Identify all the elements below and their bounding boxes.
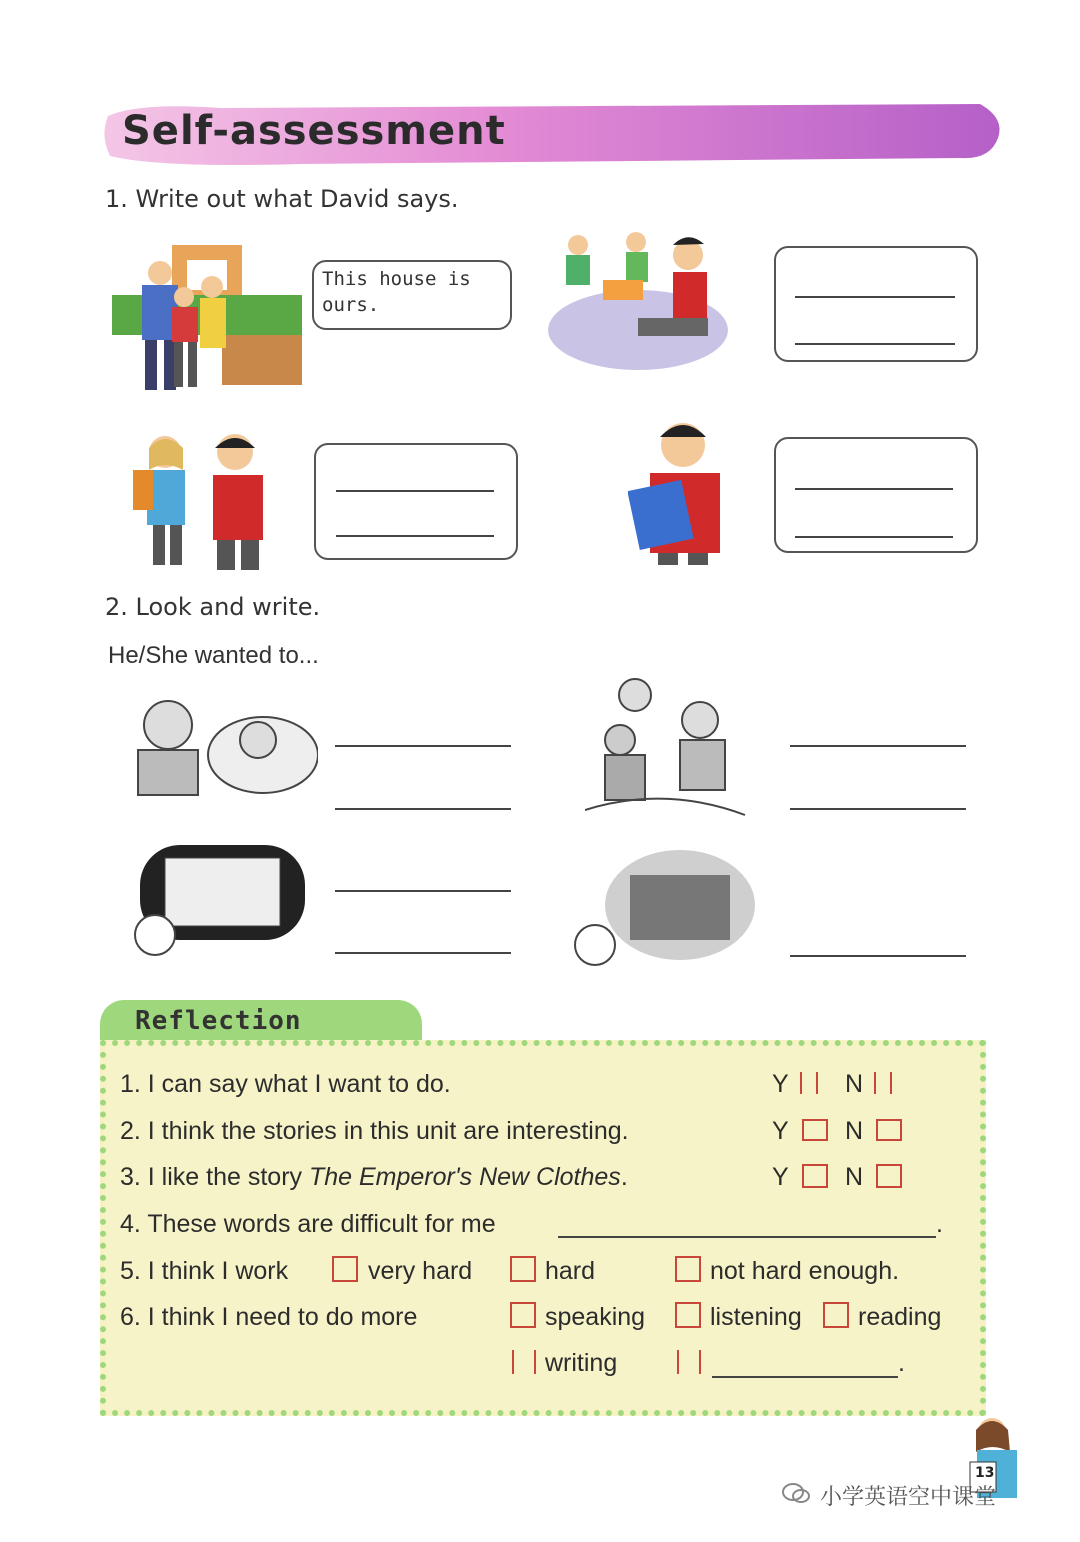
yes-checkbox[interactable] — [802, 1119, 828, 1141]
girl-watching-tv-sketch — [125, 840, 315, 965]
option-hard: hard — [545, 1257, 596, 1285]
yes-label: Y — [772, 1117, 789, 1145]
no-label: N — [845, 1117, 864, 1145]
reflection-item-3: 3. I like the story The Emperor's New Clothes. — [120, 1163, 628, 1191]
question-2-heading: 2. Look and write. — [105, 593, 321, 621]
wechat-icon — [782, 1482, 810, 1504]
listening-checkbox[interactable] — [675, 1302, 701, 1328]
reading-checkbox[interactable] — [823, 1302, 849, 1328]
no-label: N — [845, 1070, 864, 1098]
reflection-item-2: 2. I think the stories in this unit are interesting. — [120, 1117, 629, 1145]
answer-line[interactable] — [335, 890, 511, 892]
other-checkbox[interactable] — [677, 1350, 701, 1374]
page-number: 13 — [975, 1465, 995, 1481]
family-house-illustration — [112, 235, 302, 400]
no-checkbox[interactable] — [876, 1164, 902, 1188]
answer-line[interactable] — [336, 535, 494, 537]
option-listening: listening — [710, 1303, 802, 1331]
speaking-checkbox[interactable] — [510, 1302, 536, 1328]
answer-line[interactable] — [790, 808, 966, 810]
answer-line[interactable] — [335, 745, 511, 747]
yes-checkbox[interactable] — [802, 1164, 828, 1188]
question-1-heading: 1. Write out what David says. — [105, 185, 459, 213]
no-label: N — [845, 1163, 864, 1191]
answer-line[interactable] — [795, 488, 953, 490]
girl-and-boy-illustration — [125, 430, 285, 570]
speech-bubble-1-line1: This house is — [322, 268, 471, 290]
answer-line[interactable] — [336, 490, 494, 492]
item-4-end: . — [936, 1210, 943, 1238]
watermark-text: 小学英语空中课堂 — [820, 1485, 997, 1510]
girl-sleeping-sketch — [118, 695, 318, 805]
reflection-item-4: 4. These words are difficult for me — [120, 1210, 496, 1238]
answer-line[interactable] — [795, 296, 955, 298]
boy-reading-book-illustration — [628, 415, 738, 565]
answer-line[interactable] — [558, 1236, 936, 1238]
option-not-hard-enough: not hard enough. — [710, 1257, 900, 1285]
not-hard-enough-checkbox[interactable] — [675, 1256, 701, 1282]
answer-line[interactable] — [795, 343, 955, 345]
very-hard-checkbox[interactable] — [332, 1256, 358, 1282]
yes-checkbox[interactable] — [800, 1072, 818, 1094]
answer-line[interactable] — [795, 536, 953, 538]
option-writing: writing — [545, 1349, 618, 1377]
no-checkbox[interactable] — [874, 1072, 892, 1094]
answer-line[interactable] — [335, 952, 511, 954]
answer-line[interactable] — [335, 808, 511, 810]
speech-bubble-3 — [314, 443, 518, 560]
option-very-hard: very hard — [368, 1257, 473, 1285]
children-playing-sketch — [585, 675, 755, 825]
answer-line[interactable] — [790, 745, 966, 747]
speech-bubble-1-line2: ours. — [322, 294, 380, 316]
children-playing-illustration — [548, 230, 728, 375]
yes-label: Y — [772, 1163, 789, 1191]
option-speaking: speaking — [545, 1303, 646, 1331]
answer-line[interactable] — [790, 955, 966, 957]
reflection-item-1: 1. I can say what I want to do. — [120, 1070, 451, 1098]
question-2-prompt: He/She wanted to... — [108, 642, 319, 669]
reflection-title: Reflection — [135, 1006, 302, 1036]
item-6-end: . — [898, 1349, 905, 1377]
option-reading: reading — [858, 1303, 942, 1331]
answer-line[interactable] — [712, 1376, 898, 1378]
no-checkbox[interactable] — [876, 1119, 902, 1141]
girl-dreaming-sketch — [570, 850, 755, 970]
yes-label: Y — [772, 1070, 789, 1098]
reflection-item-5: 5. I think I work — [120, 1257, 289, 1285]
reflection-item-6: 6. I think I need to do more — [120, 1303, 418, 1331]
page-title: Self-assessment — [122, 108, 506, 154]
writing-checkbox[interactable] — [512, 1350, 536, 1374]
hard-checkbox[interactable] — [510, 1256, 536, 1282]
